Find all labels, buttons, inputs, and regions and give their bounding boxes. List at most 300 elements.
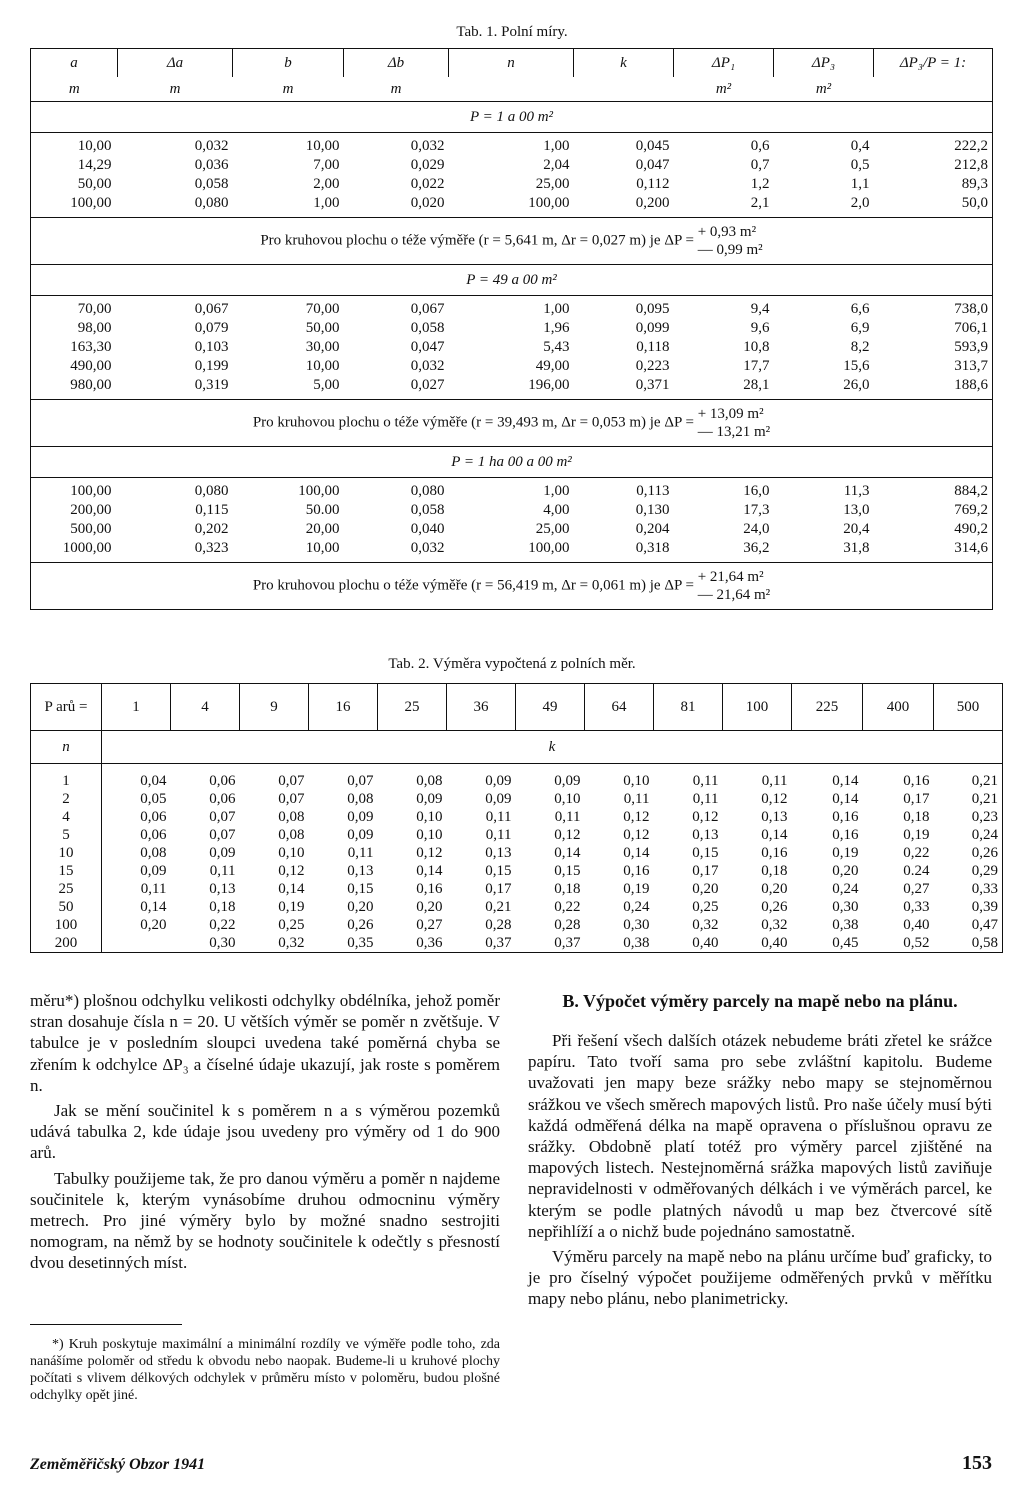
tab1-cell: 0,067: [410, 301, 445, 317]
tab2-k-cell: 0,52: [903, 934, 930, 951]
tab2-k-cell: 0,11: [692, 790, 719, 807]
tab2-table: [30, 683, 1003, 953]
tab1-cell: 0,080: [194, 483, 229, 499]
tab1-header: b: [233, 49, 344, 78]
tab1-data-row: [31, 520, 993, 539]
tab2-k-cell: 0,27: [416, 916, 443, 933]
tab1-cell: 0,112: [636, 176, 670, 192]
tab1-cell: 0,058: [410, 502, 445, 518]
left-paragraph: měru*) plošnou odchylku velikosti odchylky obdélníka, jehož poměr stran dosahuje čísla n = 20. U větších výměr se poměr n zvětšuje. V tabulce je v posledním sloupci uvedena také poměrná chyba se zřením k odchylce ΔP₃ a číselné údaje ukazují, jak roste s poměrem n.: [30, 991, 500, 1095]
page-number: 153: [962, 1452, 992, 1474]
tab2-k-cell: 0,07: [278, 790, 305, 807]
tab1-cell: 15,6: [843, 358, 870, 374]
tab1-data-row: [31, 194, 993, 213]
tab2-k-cell: 0,30: [623, 916, 650, 933]
tab2-k-cell: 0,07: [209, 808, 236, 825]
tab1-cell: 28,1: [743, 377, 770, 393]
tab2-k-cell: 0,07: [278, 772, 305, 789]
tab2-k-cell: 0,47: [971, 916, 998, 933]
tab2-k-cell: 0,16: [416, 880, 443, 897]
tab2-k-cell: 0,26: [761, 898, 788, 915]
tab1-cell: 0,202: [194, 521, 229, 537]
tab2-k-cell: 0,24: [971, 826, 998, 843]
tab1-cell: 30,00: [305, 339, 340, 355]
right-column: [528, 990, 992, 1310]
tab2-k-cell: 0,25: [692, 898, 719, 915]
tab1-cell: 100,00: [298, 483, 340, 499]
tab1-cell: 1,00: [313, 195, 340, 211]
tab1-cell: 0,223: [635, 358, 670, 374]
tab1-data-row: [31, 338, 993, 357]
tab1-cell: 2,00: [313, 176, 340, 192]
tab1-cell: 980,00: [70, 377, 112, 393]
tab2-n-cell: 2: [31, 790, 102, 808]
tab2-data-row: [31, 898, 1003, 916]
tab1-cell: 100,00: [528, 195, 570, 211]
tab1-cell: 0,045: [635, 138, 670, 154]
tab2-k-cell: 0,13: [692, 826, 719, 843]
tab2-k-cell: 0,06: [209, 772, 236, 789]
tab1-section-label: P = 1 ha 00 a 00 m²: [31, 447, 993, 478]
tab2-k-cell: 0,16: [761, 844, 788, 861]
tab2-k-cell: 0,22: [209, 916, 236, 933]
tab1-cell: 1,1: [850, 176, 870, 192]
tab2-k-cell: 0,08: [278, 826, 305, 843]
tab2-k-cell: 0,08: [347, 790, 374, 807]
tab1-cell: 17,3: [743, 502, 770, 518]
tab1-cell: 0,032: [410, 540, 445, 556]
tab2-k-cell: 0,30: [209, 934, 236, 951]
tab1-cell: 163,30: [70, 339, 112, 355]
tab2-data-row: [31, 862, 1003, 880]
tab1-cell: 0,5: [850, 157, 870, 173]
tab1-cell: 0,200: [635, 195, 670, 211]
tab1-cell: 8,2: [850, 339, 870, 355]
tab2-area-header: 36: [447, 684, 516, 731]
tab1-cell: 50,0: [961, 195, 988, 211]
tab1-cell: 593,9: [954, 339, 988, 355]
tab1-cell: 0,080: [410, 483, 445, 499]
tab2-n-cell: 5: [31, 826, 102, 844]
tab1-header: Δb: [344, 49, 449, 78]
tab1-cell: 0,6: [750, 138, 770, 154]
tab2-area-header: 100: [723, 684, 792, 731]
circle-note-deviation: [698, 223, 763, 259]
tab2-k-cell: 0,16: [832, 826, 859, 843]
tab2-k-cell: 0,19: [278, 898, 305, 915]
tab2-k-cell: 0,37: [554, 934, 581, 951]
tab1-cell: 36,2: [743, 540, 770, 556]
tab1-cell: 2,04: [543, 157, 570, 173]
tab2-k-cell: 0,17: [485, 880, 512, 897]
tab2-k-cell: 0,22: [903, 844, 930, 861]
left-column: [30, 990, 500, 1274]
tab2-k-cell: 0,09: [209, 844, 236, 861]
tab2-k-cell: 0,28: [485, 916, 512, 933]
tab2-k-cell: 0,11: [485, 826, 512, 843]
tab1-unit: m: [233, 77, 344, 102]
tab1-cell: 0,020: [410, 195, 445, 211]
tab2-k-cell: 0,06: [140, 826, 167, 843]
tab1-cell: 2,1: [750, 195, 770, 211]
tab1-data-row: [31, 357, 993, 376]
tab1-cell: 50.00: [305, 502, 340, 518]
tab2-k-cell: 0,16: [623, 862, 650, 879]
tab2-k-cell: 0,40: [692, 934, 719, 951]
tab2-k-cell: 0,09: [416, 790, 443, 807]
tab1-caption: Tab. 1. Polní míry.: [456, 24, 568, 40]
deviation-minus: — 0,99 m²: [697, 242, 763, 258]
tab2-k-cell: 0,20: [832, 862, 859, 879]
tab2-k-cell: 0,36: [416, 934, 443, 951]
tab1-unit: m: [31, 77, 118, 102]
tab1-cell: 314,6: [954, 540, 988, 556]
tab2-k-cell: 0,14: [140, 898, 167, 915]
tab2-k-cell: 0,40: [903, 916, 930, 933]
journal-name: Zeměměřičský Obzor 1941: [30, 1456, 206, 1473]
tab1-section-row: [31, 265, 993, 296]
right-paragraph: Při řešení všech dalších otázek nebudeme bráti zřetel ke srážce papíru. Tato tvoří sama pro sebe zvláštní kapitolu. Budeme uvažovati jen mapy beze srážky nebo mapy se stejnoměrnou srážkou ve všech směrech mapových listů. Pro naše účely musí býti každá odměřená délka na mapě opravena o příslušnou opravu ze srážky. Obdobně platí totéž pro výměry parcel zjištěné na mapových listech. Nestejnoměrná srážka mapových listů zaviňuje nepravidelnosti v odměřovaných délkách i ve výměrách parcel, ke kterým se podle platných návodů u map bez čtvercové sítě nepřihlíží a o nichž bude pojednáno samostatně.: [528, 1031, 992, 1241]
tab1-cell: 10,00: [305, 138, 340, 154]
tab1-cell: 1,00: [543, 483, 570, 499]
tab1-cell: 0,032: [410, 138, 445, 154]
tab1-cell: 0,029: [410, 157, 445, 173]
tab1-cell: 70,00: [305, 301, 340, 317]
tab1-cell: 196,00: [528, 377, 570, 393]
tab1-cell: 10,00: [305, 358, 340, 374]
tab1-cell: 0,118: [636, 339, 670, 355]
section-heading: B. Výpočet výměry parcely na mapě nebo na plánu.: [562, 991, 958, 1011]
tab1-cell: 13,0: [843, 502, 870, 518]
tab2-area-header: 225: [792, 684, 863, 731]
tab1-cell: 0,058: [410, 320, 445, 336]
tab2-k-cell: 0,27: [903, 880, 930, 897]
tab1-cell: 0,022: [410, 176, 445, 192]
tab2-k-cell: 0,11: [347, 844, 374, 861]
tab1-cell: 0,027: [410, 377, 445, 393]
tab1-section-row: [31, 447, 993, 478]
tab2-k-cell: 0,13: [485, 844, 512, 861]
tab1-cell: 0,047: [635, 157, 670, 173]
tab2-k-cell: 0,14: [554, 844, 581, 861]
tab1-cell: 5,43: [543, 339, 570, 355]
tab2-area-header: 16: [309, 684, 378, 731]
tab1-data-row: [31, 175, 993, 194]
tab1-data-row: [31, 300, 993, 319]
tab2-k-cell: 0,18: [903, 808, 930, 825]
tab2-k-cell: 0,38: [623, 934, 650, 951]
tab2-k-cell: 0,12: [278, 862, 305, 879]
tab1-cell: 70,00: [77, 301, 112, 317]
tab1-cell: 884,2: [954, 483, 988, 499]
tab2-k-cell: 0,14: [832, 772, 859, 789]
tab1-cell: 188,6: [954, 377, 988, 393]
tab1-cell: 1,96: [543, 320, 570, 336]
tab2-k-cell: 0,20: [416, 898, 443, 915]
tab2-k-cell: 0,12: [416, 844, 443, 861]
tab2-k-cell: 0,32: [692, 916, 719, 933]
circle-note-text: Pro kruhovou plochu o téže výměře (r = 39,493 m, Δr = 0,053 m) je ΔP =: [252, 414, 694, 431]
tab1-cell: 4,00: [543, 502, 570, 518]
tab2-n-cell: 1: [31, 772, 102, 790]
tab1-cell: 1,2: [750, 176, 770, 192]
tab1-data-row: [31, 376, 993, 395]
left-paragraph: Jak se mění součinitel k s poměrem n a s výměrou pozemků udává tabulka 2, kde údaje jsou uvedeny pro výměry od 1 do 900 arů.: [30, 1101, 500, 1163]
tab1-cell: 706,1: [954, 320, 988, 336]
tab1-unit: [449, 77, 574, 102]
tab1-cell: 0,4: [850, 138, 870, 154]
tab1-cell: 26,0: [843, 377, 870, 393]
tab2-k-cell: 0,11: [692, 772, 719, 789]
tab1-cell: 17,7: [743, 358, 770, 374]
tab1-cell: 2,0: [850, 195, 870, 211]
tab1-cell: 490,2: [954, 521, 988, 537]
tab2-k-cell: 0,39: [971, 898, 998, 915]
tab1-unit: [874, 77, 993, 102]
tab1-cell: 0,080: [194, 195, 229, 211]
tab2-k-cell: 0,12: [623, 808, 650, 825]
tab1-cell: 769,2: [954, 502, 988, 518]
tab1-cell: 100,00: [70, 195, 112, 211]
tab2-k-cell: 0,09: [347, 826, 374, 843]
tab2-k-cell: 0,11: [554, 808, 581, 825]
tab1-cell: 0,032: [410, 358, 445, 374]
tab1-cell: 0,7: [750, 157, 770, 173]
tab1-cell: 0,099: [635, 320, 670, 336]
tab2-k-cell: 0,24: [832, 880, 859, 897]
tab2-k-cell: 0,09: [485, 772, 512, 789]
tab2-k-cell: 0,08: [278, 808, 305, 825]
tab1-circle-note: [31, 400, 993, 447]
tab1-cell: 0,095: [635, 301, 670, 317]
tab2-k-cell: 0,05: [140, 790, 167, 807]
tab2-k-cell: 0,10: [554, 790, 581, 807]
tab2-k-cell: 0,25: [278, 916, 305, 933]
tab2-k-cell: 0,11: [209, 862, 236, 879]
tab1-cell: 100,00: [528, 540, 570, 556]
tab1-data-row: [31, 319, 993, 338]
tab2-k-cell: 0,21: [971, 772, 998, 789]
tab1-cell: 1,00: [543, 138, 570, 154]
tab1-cell: 49,00: [535, 358, 570, 374]
tab2-k-cell: 0,38: [832, 916, 859, 933]
tab1-data-row: [31, 539, 993, 558]
tab1-cell: 0,318: [635, 540, 670, 556]
footnote-text: *) Kruh poskytuje maximální a minimální rozdíly ve výměře podle toho, zda nanášíme poloměr od středu k obvodu nebo naopak. Budeme-li u kruhové plochy počítati s vlivem délkových odchylek v průměru místo v poloměru, budou plošné odchylky opět jiné.: [30, 1337, 500, 1403]
tab1-table: [30, 48, 993, 610]
tab2-k-cell: 0,08: [140, 844, 167, 861]
tab1-cell: 5,00: [313, 377, 340, 393]
tab2-k-cell: 0,14: [278, 880, 305, 897]
tab1-cell: 0,130: [635, 502, 670, 518]
tab2-n-cell: 15: [31, 862, 102, 880]
tab1-circle-row: [31, 400, 993, 447]
tab2-data-row: [31, 826, 1003, 844]
tab2-data-row: [31, 772, 1003, 790]
tab2-k-cell: 0,26: [347, 916, 374, 933]
tab2-k-cell: 0,24: [623, 898, 650, 915]
tab2-data-row: [31, 790, 1003, 808]
tab1-cell: 500,00: [70, 521, 112, 537]
tab2-k-cell: [102, 934, 171, 953]
tab2-k-cell: 0,09: [485, 790, 512, 807]
tab2-k-cell: 0,20: [761, 880, 788, 897]
circle-note-text: Pro kruhovou plochu o téže výměře (r = 5,641 m, Δr = 0,027 m) je ΔP =: [260, 232, 694, 249]
tab2-n-cell: 4: [31, 808, 102, 826]
tab2-k-cell: 0,22: [554, 898, 581, 915]
tab1-circle-row: [31, 218, 993, 265]
tab1-circle-note: [31, 218, 993, 265]
tab2-k-cell: 0,14: [623, 844, 650, 861]
tab1-data-row: [31, 482, 993, 501]
tab2-k-cell: 0,28: [554, 916, 581, 933]
tab1-cell: 0,040: [410, 521, 445, 537]
tab2-area-header-row: [31, 684, 1003, 731]
tab2-k-cell: 0,37: [485, 934, 512, 951]
tab1-cell: 89,3: [961, 176, 988, 192]
tab2-k-cell: 0,10: [416, 826, 443, 843]
tab2-k-cell: 0,19: [623, 880, 650, 897]
tab1-cell: 25,00: [535, 521, 570, 537]
tab2-k-cell: 0,26: [971, 844, 998, 861]
tab2-k-cell: 0,33: [971, 880, 998, 897]
tab2-k-cell: 0,19: [832, 844, 859, 861]
left-paragraph: Tabulky použijeme tak, že pro danou výměru a poměr n najdeme součinitele k, kterým vynásobíme druhou odmocninu výměry metrech. Pro jiné výměry bylo by možné snadno sestrojiti nomogram, na němž by se hodnoty součinitele k odečtly s přesností dvou desetinných míst.: [30, 1168, 500, 1273]
tab1-unit: m: [118, 77, 233, 102]
tab2-n-cell: 200: [31, 934, 102, 953]
tab1-cell: 9,4: [750, 301, 770, 317]
tab2-k-cell: 0,18: [761, 862, 788, 879]
tab1-cell: 0,047: [410, 339, 445, 355]
tab1-cell: 0,036: [194, 157, 229, 173]
tab2-data-row: [31, 844, 1003, 862]
tab2-area-header: 400: [863, 684, 934, 731]
tab2-k-cell: 0,23: [971, 808, 998, 825]
tab1-cell: 100,00: [70, 483, 112, 499]
tab1-cell: 20,00: [305, 521, 340, 537]
tab1-header: a: [31, 49, 118, 78]
tab2-k-cell: 0,10: [278, 844, 305, 861]
tab2-k-cell: 0,16: [903, 772, 930, 789]
tab1-cell: 0,115: [195, 502, 229, 518]
footnote-rule: [30, 1324, 182, 1325]
tab2-k-cell: 0,20: [692, 880, 719, 897]
tab1-cell: 1,00: [543, 301, 570, 317]
deviation-minus: — 21,64 m²: [697, 587, 771, 603]
tab1-cell: 9,6: [750, 320, 770, 336]
tab1-cell: 0,113: [636, 483, 670, 499]
tab2-n-cell: 50: [31, 898, 102, 916]
tab1-section-row: [31, 102, 993, 133]
tab1-cell: 0,204: [635, 521, 670, 537]
tab2-k-cell: 0,13: [761, 808, 788, 825]
tab1-header: n: [449, 49, 574, 78]
tab2-area-header: 64: [585, 684, 654, 731]
tab1-cell: 0,079: [194, 320, 229, 336]
tab1-header-row: [31, 49, 993, 78]
circle-note-text: Pro kruhovou plochu o téže výměře (r = 56,419 m, Δr = 0,061 m) je ΔP =: [252, 577, 694, 594]
tab1-cell: 7,00: [313, 157, 340, 173]
tab2-k-cell: 0,14: [416, 862, 443, 879]
tab2-k-cell: 0,20: [347, 898, 374, 915]
tab1-cell: 0,067: [194, 301, 229, 317]
tab1-cell: 14,29: [77, 157, 112, 173]
tab2-k-cell: 0,12: [692, 808, 719, 825]
tab1-circle-row: [31, 563, 993, 610]
tab2-area-header: 25: [378, 684, 447, 731]
tab1-cell: 10,8: [743, 339, 770, 355]
tab2-k-cell: 0,18: [554, 880, 581, 897]
tab1-unit: [574, 77, 674, 102]
tab2-k-cell: 0,14: [761, 826, 788, 843]
tab1-section-label: P = 1 a 00 m²: [31, 102, 993, 133]
tab2-n-cell: 100: [31, 916, 102, 934]
tab1-header: ΔP₃: [774, 49, 874, 78]
tab2-k-cell: 0,06: [140, 808, 167, 825]
footnote: [30, 1336, 500, 1404]
tab1-cell: 738,0: [954, 301, 988, 317]
tab1-cell: 490,00: [70, 358, 112, 374]
tab1-cell: 24,0: [743, 521, 770, 537]
tab1-cell: 25,00: [535, 176, 570, 192]
tab2-area-header: 9: [240, 684, 309, 731]
deviation-minus: — 13,21 m²: [697, 424, 771, 440]
tab1-cell: 11,3: [843, 483, 870, 499]
tab2-area-header: 81: [654, 684, 723, 731]
tab2-k-cell: 0,13: [347, 862, 374, 879]
deviation-plus: + 21,64 m²: [697, 569, 764, 585]
circle-note-deviation: [698, 405, 770, 441]
tab1-cell: 98,00: [77, 320, 112, 336]
tab2-k-cell: 0,09: [347, 808, 374, 825]
tab2-k-cell: 0,12: [761, 790, 788, 807]
tab2-caption: Tab. 2. Výměra vypočtená z polních měr.: [388, 656, 636, 672]
tab2-k-cell: 0,04: [140, 772, 167, 789]
tab1-header: ΔP₃/P = 1:: [899, 54, 967, 71]
tab1-data-row: [31, 501, 993, 520]
tab2-area-header: 49: [516, 684, 585, 731]
tab2-spacer: [31, 764, 1003, 773]
tab2-k-cell: 0,33: [903, 898, 930, 915]
circle-note-deviation: [698, 568, 770, 604]
tab2-k-cell: 0,11: [623, 790, 650, 807]
tab2-data-row: [31, 916, 1003, 934]
tab1-unit: m: [344, 77, 449, 102]
tab2-k-cell: 0,11: [761, 772, 788, 789]
tab2-spacer-cell: [31, 764, 102, 773]
tab2-k-cell: 0,32: [278, 934, 305, 951]
tab2-data-row: [31, 934, 1003, 953]
tab1-circle-note: [31, 563, 993, 610]
tab2-k-header-row: [31, 731, 1003, 764]
tab2-k-cell: 0,32: [761, 916, 788, 933]
tab2-k-cell: 0,10: [623, 772, 650, 789]
tab1-cell: 31,8: [843, 540, 870, 556]
tab1-cell: 20,4: [843, 521, 870, 537]
tab2-data-row: [31, 808, 1003, 826]
tab1-cell: 10,00: [77, 138, 112, 154]
tab1-data-row: [31, 156, 993, 175]
tab2-k-cell: 0,15: [692, 844, 719, 861]
tab2-k-cell: 0,58: [971, 934, 998, 951]
tab2-k-cell: 0,18: [209, 898, 236, 915]
tab2-k-label: k: [102, 731, 1003, 764]
tab2-k-cell: 0,40: [761, 934, 788, 951]
tab1-cell: 222,2: [954, 138, 988, 154]
tab2-k-cell: 0,45: [832, 934, 859, 951]
tab2-k-cell: 0,12: [623, 826, 650, 843]
tab1-cell: 0,032: [194, 138, 229, 154]
